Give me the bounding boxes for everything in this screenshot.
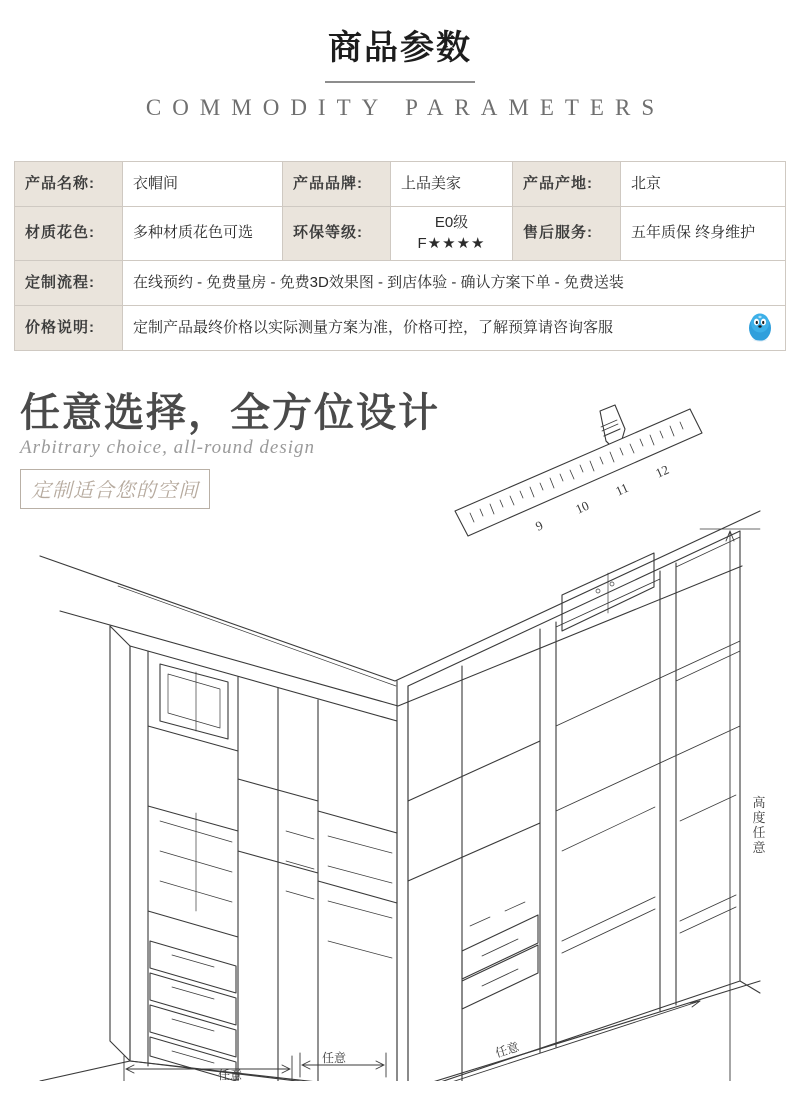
ruler-tick-10: 10 [573,497,592,517]
page-header [0,0,800,121]
spec-label-origin: 产品产地: [513,162,621,206]
spec-table [14,161,786,351]
dimension-label-middle: 任意 [322,1050,347,1065]
table-row [15,207,785,261]
headline-cn: 任意选择，全方位设计 [20,389,440,435]
table-row [15,306,785,351]
spec-value-eco-grade [391,207,513,260]
spec-value-material: 多种材质花色可选 [123,207,283,260]
spec-label-brand: 产品品牌: [283,162,391,206]
ruler-tick-11: 11 [613,479,631,499]
eco-grade-line1: E0级 [434,214,469,232]
ruler-tick-12: 12 [653,461,672,481]
table-row [15,261,785,306]
dimension-label-right: 任意 [493,1039,521,1061]
spec-value-brand: 上品美家 [391,162,513,206]
headline-tag: 定制适合您的空间 [20,469,210,509]
spec-label-process: 定制流程: [15,261,123,305]
spec-label-product-name: 产品名称: [15,162,123,206]
headline-en: Arbitrary choice, all-round design [20,436,316,458]
spec-label-after-sales: 售后服务: [513,207,621,260]
table-row [15,162,785,207]
ruler-tick-9: 9 [533,517,546,534]
spec-label-eco-grade: 环保等级: [283,207,391,260]
spec-value-origin: 北京 [621,162,785,206]
eco-grade-line2: F★★★★ [417,234,486,252]
page-subtitle: COMMODITY PARAMETERS [145,95,666,121]
title-divider [325,81,475,83]
page-title: 商品参数 [328,30,472,67]
price-note-text: 定制产品最终价格以实际测量方案为准，价格可控，了解预算请咨询客服 [133,318,614,336]
spec-label-material: 材质花色: [15,207,123,260]
dimension-label-height: 高度任意 [752,794,766,855]
qq-penguin-icon[interactable] [745,311,775,345]
illustration-headline [20,391,440,509]
spec-value-process: 在线预约 - 免费量房 - 免费3D效果图 - 到店体验 - 确认方案下单 - 免费送装 [123,261,785,305]
dimension-label-left: 任意 [218,1067,243,1082]
illustration-section [0,381,800,1081]
spec-value-after-sales: 五年质保 终身维护 [621,207,785,260]
spec-value-product-name: 衣帽间 [123,162,283,206]
spec-value-price-note [123,306,785,350]
spec-label-price-note: 价格说明: [15,306,123,350]
